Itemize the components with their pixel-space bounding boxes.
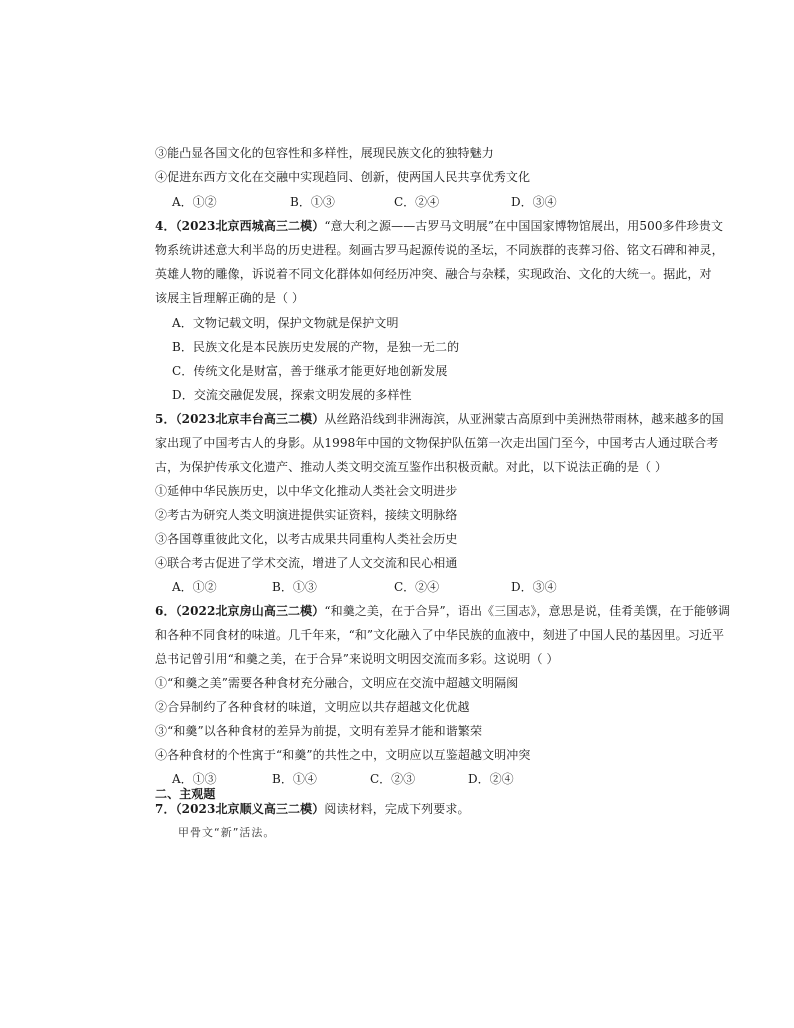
q5-statement-1: ①延伸中华民族历史，以中华文化推动人类社会文明进步 [155,484,458,498]
q4-option-d: D．交流交融促发展，探索文明发展的多样性 [172,388,412,402]
q4-stem-line-1 [155,219,723,233]
q4-option-b: B．民族文化是本民族历史发展的产物，是独一无二的 [172,340,460,354]
q5-source: （2023北京丰台高三二模） [175,412,325,426]
q6-option-d: D．②④ [468,772,514,786]
q5-stem-line-2: 家出现了中国考古人的身影。从1998年中国的文物保护队伍第一次走出国门至今，中国考古人通过联合考 [155,436,719,450]
q5-statement-3: ③各国尊重彼此文化，以考古成果共同重构人类社会历史 [155,532,458,546]
q3-option-d: D．③④ [511,195,557,209]
q6-statement-1: ①“和羹之美”需要各种食材充分融合，文明应在交流中超越文明隔阂 [155,676,519,690]
q5-option-a: A．①② [172,580,217,594]
q6-source: （2022北京房山高三二模） [175,604,325,618]
q5-option-c: C．②④ [394,580,440,594]
q6-stem-line-1 [155,604,730,618]
q4-stem-line-2: 物系统讲述意大利半岛的历史进程。刻画古罗马起源传说的圣坛，不同族群的丧葬习俗、铭文石碑和神灵， [155,243,724,257]
q6-option-a: A．①③ [172,772,217,786]
q7-stem-line-1 [155,802,470,816]
q7-text-1: 阅读材料，完成下列要求。 [324,802,470,816]
q4-stem-line-4: 该展主旨理解正确的是（ ） [155,291,305,305]
q5-stem-line-1 [155,412,724,426]
q7-material-caption: 甲骨文“新”活法。 [178,826,276,839]
q6-statement-2: ②合异制约了各种食材的味道，文明应以共存超越文化优越 [155,700,470,714]
q4-source: （2023北京西城高三二模） [175,219,325,233]
q5-statement-2: ②考古为研究人类文明演进提供实证资料，接续文明脉络 [155,508,458,522]
q3-option-c: C．②④ [394,195,440,209]
q3-option-b: B．①③ [290,195,335,209]
q6-stem-line-2: 和各种不同食材的味道。几千年来，“和”文化融入了中华民族的血液中，刻进了中国人民的基因里。习近平 [155,628,725,642]
q4-option-a: A．文物记载文明，保护文物就是保护文明 [172,316,399,330]
q3-statement-3: ③能凸显各国文化的包容性和多样性，展现民族文化的独特魅力 [155,146,494,160]
q4-number: 4． [155,219,176,233]
q3-option-a: A．①② [172,195,217,209]
q5-text-1: 从丝路沿线到非洲海滨，从亚洲蒙古高原到中美洲热带雨林，越来越多的国 [324,412,724,426]
q5-number: 5． [155,412,176,426]
q6-statement-4: ④各种食材的个性寓于“和羹”的共性之中，文明应以互鉴超越文明冲突 [155,748,531,762]
q6-text-1: “和羹之美，在于合异”，语出《三国志》，意思是说，佳肴美馔，在于能够调 [324,604,731,618]
q5-option-b: B．①③ [272,580,317,594]
q4-stem-line-3: 英雄人物的雕像，诉说着不同文化群体如何经历冲突、融合与杂糅，实现政治、文化的大统一。据此，对 [155,267,712,281]
q5-stem-line-3: 古，为保护传承文化遗产、推动人类文明交流互鉴作出积极贡献。对此，以下说法正确的是（ ） [155,460,668,474]
q6-option-c: C．②③ [370,772,416,786]
q7-source: （2023北京顺义高三二模） [175,802,325,816]
q7-number: 7． [155,802,176,816]
q5-option-d: D．③④ [511,580,557,594]
section-title: 二、主观题 [155,787,216,801]
q4-option-c: C．传统文化是财富，善于继承才能更好地创新发展 [172,364,448,378]
q3-statement-4: ④促进东西方文化在交融中实现趋同、创新，使两国人民共享优秀文化 [155,170,531,184]
q6-statement-3: ③“和羹”以各种食材的差异为前提，文明有差异才能和谐繁荣 [155,724,483,738]
q6-stem-line-3: 总书记曾引用“和羹之美，在于合异”来说明文明因交流而多彩。这说明（ ） [155,652,559,666]
q4-text-1: “意大利之源——古罗马文明展”在中国国家博物馆展出，用500多件珍贵文 [324,219,724,233]
q5-statement-4: ④联合考古促进了学术交流，增进了人文交流和民心相通 [155,556,458,570]
q6-option-b: B．①④ [272,772,317,786]
q6-number: 6． [155,604,176,618]
